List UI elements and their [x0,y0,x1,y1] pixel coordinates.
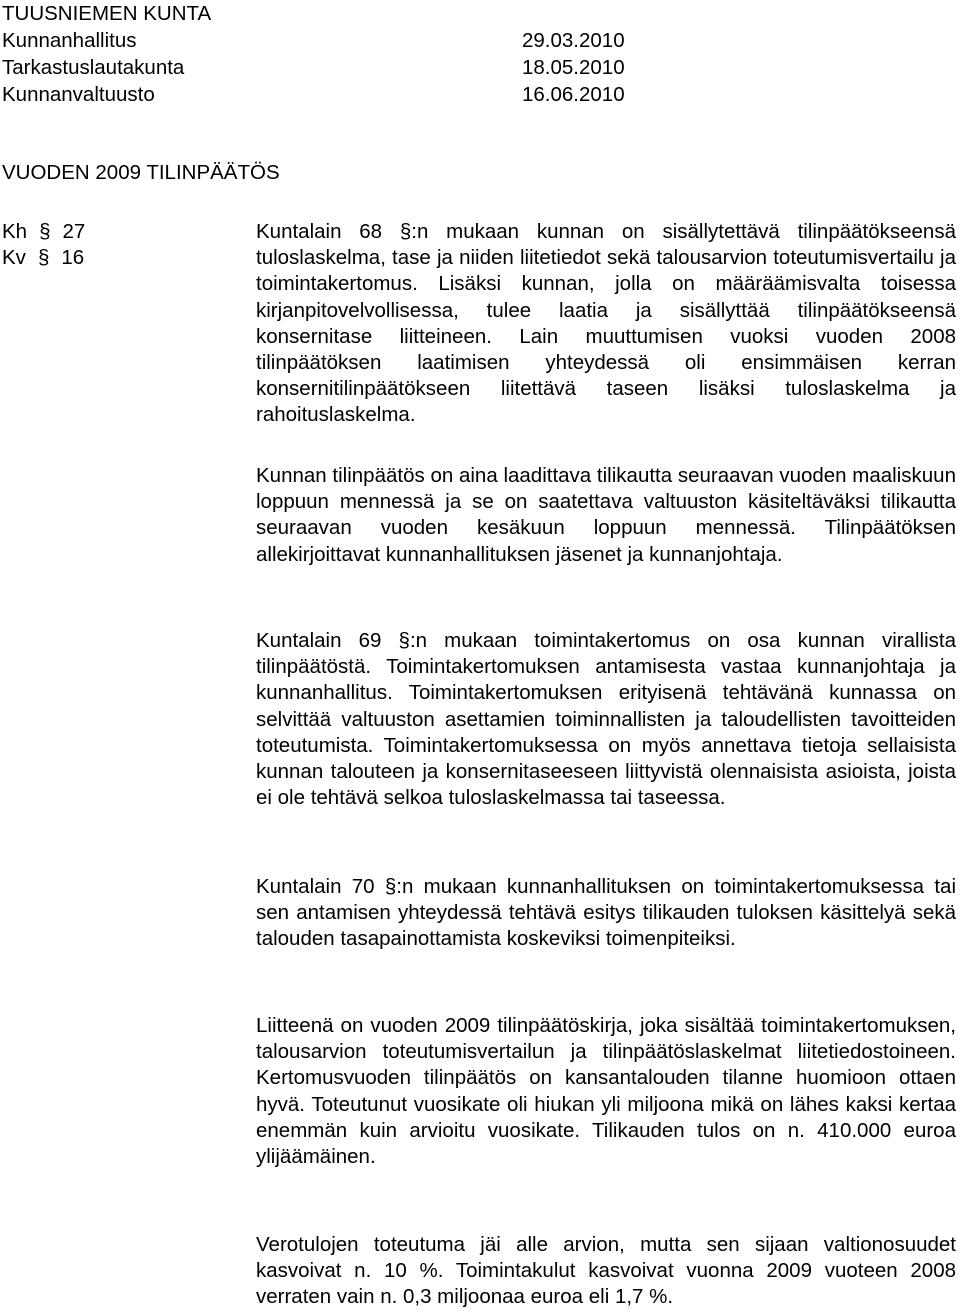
body-paragraph: Kuntalain 68 §:n mukaan kunnan on sisällytettävä tilinpäätökseensä tuloslaskelma, tase ja niiden liitetiedot sekä talousarvion toteutumisvertailu ja toimintakertomus. Lisäksi kunnan, jolla on määräämisvalta toisessa kirjanpitovelvollisessa, tulee laatia ja sisällyttää tilinpäätökseensä konsernitase liitteineen. Lain muuttumisen vuoksi vuoden 2008 tilinpäätöksen laatimisen yhteydessä oli ensimmäisen kerran konsernitilinpäätökseen liitettävä taseen lisäksi tuloslaskelma ja rahoituslaskelma. [256,220,956,427]
body-paragraph: Kuntalain 69 §:n mukaan toimintakertomus on osa kunnan virallista tilinpäätöstä. Toimintakertomuksen antamisesta vastaa kunnanjohtaja ja kunnanhallitus. Toimintakertomuksen erityisenä tehtävänä kunnassa on selvittää valtuuston asettamien toiminnallisten ja taloudellisten tavoitteiden toteutumista. Toimintakertomuksessa on myös annettava tietoja sellaisista kunnan talouteen ja konsernitaseeseen liittyvistä olennaisista asioista, joista ei ole tehtävä selkoa tuloslaskelmassa tai taseessa. [256,629,956,810]
municipality-name: TUUSNIEMEN KUNTA [2,2,212,25]
meeting-row [2,54,625,81]
item-reference: Kh § 27 [2,220,86,243]
section-sign-icon: § [39,220,51,243]
meeting-date: 16.06.2010 [522,83,625,106]
item-reference: Kv § 16 [2,246,85,269]
body-paragraph: Kuntalain 70 §:n mukaan kunnanhallituksen on toimintakertomuksessa tai sen antamisen yhteydessä tehtävä esitys tilikauden tuloksen käsittelyä sekä talouden tasapainottamista koskeviksi toimenpiteiksi. [256,875,956,951]
meeting-date: 29.03.2010 [522,29,625,52]
meeting-body: Kunnanhallitus [2,29,137,52]
section-title: VUODEN 2009 TILINPÄÄTÖS [2,161,280,184]
meeting-row [2,27,625,54]
section-sign-icon: § [37,246,50,269]
meeting-body: Tarkastuslautakunta [2,56,185,79]
meeting-body: Kunnanvaltuusto [2,83,155,106]
body-paragraph: Kunnan tilinpäätös on aina laadittava tilikautta seuraavan vuoden maaliskuun loppuun mennessä ja se on saatettava valtuuston käsiteltäväksi tilikautta seuraavan vuoden kesäkuun loppuun mennessä. Tilinpäätöksen allekirjoittavat kunnanhallituksen jäsenet ja kunnanjohtaja. [256,464,956,566]
meeting-date: 18.05.2010 [522,56,625,79]
body-paragraph: Liitteenä on vuoden 2009 tilinpäätöskirja, joka sisältää toimintakertomuksen, talousarvion toteutumisvertailun ja tilinpäätöslaskelmat liitetiedostoineen. Kertomusvuoden tilinpäätös on kansantalouden tilanne huomioon ottaen hyvä. Toteutunut vuosikate oli hiukan yli miljoona mikä on lähes kaksi kertaa enemmän kuin arvioitu vuosikate. Tilikauden tulos on n. 410.000 euroa ylijäämäinen. [256,1014,956,1169]
body-paragraph: Verotulojen toteutuma jäi alle arvion, mutta sen sijaan valtionosuudet kasvoivat n. 10 %. Toimintakulut kasvoivat vuonna 2009 vuoteen 2008 verraten vain n. 0,3 miljoonaa euroa eli 1,7 %. [256,1233,956,1309]
meeting-row [2,81,625,108]
